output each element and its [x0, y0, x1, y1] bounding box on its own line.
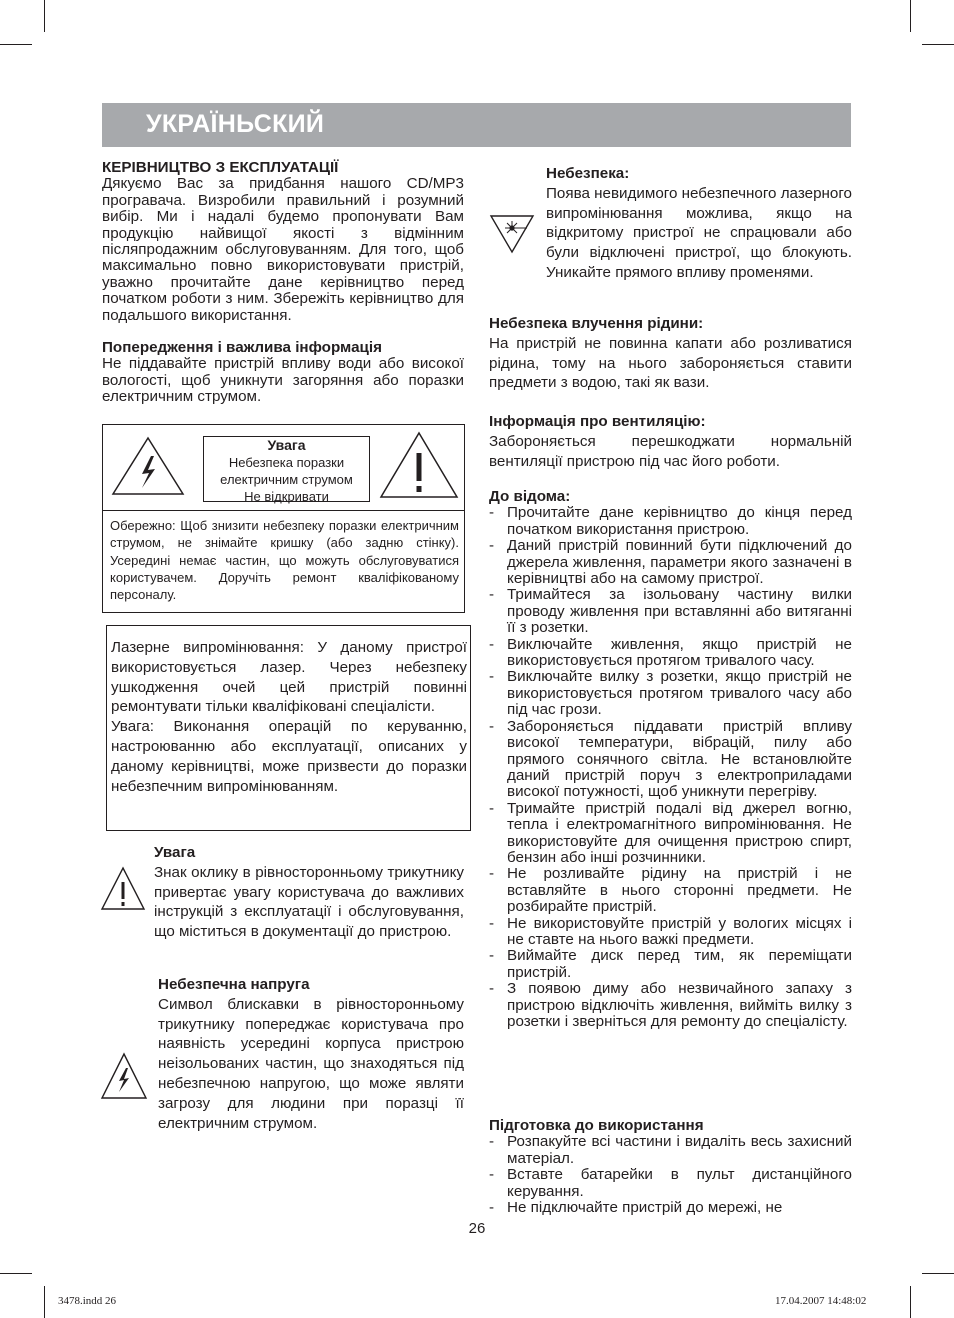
caution-line: Не відкривати — [244, 489, 329, 504]
crop-mark — [0, 44, 32, 45]
crop-mark — [922, 44, 954, 45]
exclamation-triangle-icon — [379, 431, 459, 499]
crop-mark — [910, 0, 911, 32]
liquid-title: Небезпека влучення рідини: — [489, 315, 704, 332]
crop-mark — [44, 0, 45, 32]
voltage-text: Символ блискавки в рівносторонньому трикутнику попереджає користувача про наявність усередині корпуса пристрою неізольованих частин, що знаходяться під небезпечною напругою, що може являти загрозу для людини при поразці її електричним струмом. — [158, 995, 464, 1132]
danger-section — [546, 164, 852, 283]
list-item: - Не підключайте пристрій до мережі, не — [489, 1200, 852, 1216]
caution-title: Увага — [267, 437, 306, 453]
page-number: 26 — [468, 1220, 486, 1237]
notice-section — [489, 489, 852, 1030]
list-item: - Тримайтеся за ізольовану частину вилки проводу живлення при вставлянні або витяганні її з розетки. — [489, 587, 852, 636]
caution-note: Обережно: Щоб знизити небезпеку поразки електричним струмом, не знімайте кришку (або задню стінку). Усередині немає частин, що можуть обслуговуватися користувачем. Доручіть ремонт кваліфікованому персоналу. — [110, 518, 459, 603]
laser-box — [106, 625, 471, 831]
divider — [103, 510, 464, 511]
warning-title: Попередження і важлива інформація — [102, 339, 382, 357]
list-item: - Не використовуйте пристрій у вологих місцях і не ставте на нього важкі предмети. — [489, 916, 852, 949]
caution-line: Небезпека поразки — [228, 455, 345, 470]
list-item: - Не розливайте рідину на пристрій і не вставляйте в нього сторонні предмети. Не розбирайте пристрій. — [489, 866, 852, 915]
list-item: - Виймайте диск перед тим, як переміщати пристрій. — [489, 948, 852, 981]
prep-section — [489, 1118, 852, 1216]
laser-warning: Увага: Виконання операцій по керуванню, настроюванню або експлуатації, описаних у даному керівництві, може призвести до поразки небезпечним випромінюванням. — [111, 718, 467, 795]
list-item: - Вставте батарейки в пульт дистанційного керування. — [489, 1167, 852, 1200]
ventilation-text: Забороняється перешкоджати нормальній вентиляції пристрою під час його роботи. — [489, 432, 852, 470]
liquid-text: На пристрій не повинна капати або розливатися рідина, тому на нього забороняється ставити предмети з водою, такі як вази. — [489, 334, 852, 392]
list-item: - Забороняється піддавати пристрій впливу високої температури, вібрацій, пилу або прямого сонячного світла. Не встановлюйте даний пристрій поруч з електроприладами високої потужності, щоб уникнути перегріву. — [489, 719, 852, 801]
lightning-triangle-icon — [100, 1052, 148, 1100]
crop-mark — [44, 1286, 45, 1318]
attention-section — [154, 843, 464, 942]
warning-paragraph: Не піддавайте пристрій впливу води або високої вологості, щоб уникнути загоряння або поразки електричним струмом. — [102, 355, 464, 406]
list-item: - Розпакуйте всі частини і видаліть весь захисний матеріал. — [489, 1134, 852, 1167]
voltage-title: Небезпечна напруга — [158, 976, 310, 993]
caution-box — [102, 424, 465, 613]
prep-title: Підготовка до використання — [489, 1117, 704, 1134]
footer-file: 3478.indd 26 — [58, 1295, 117, 1307]
attention-title: Увага — [154, 844, 196, 861]
voltage-section — [158, 975, 464, 1133]
manual-title: КЕРІВНИЦТВО З ЕКСПЛУАТАЦІЇ — [102, 159, 339, 176]
list-item: - Виключайте вилку з розетки, якщо пристрій не використовується протягом тривалого часу або під час грози. — [489, 669, 852, 718]
list-item: - Даний пристрій повинний бути підключений до джерела живлення, параметри якого зазначені в керівництві або на самому пристрої. — [489, 538, 852, 587]
crop-mark — [910, 1286, 911, 1318]
danger-title: Небезпека: — [546, 165, 630, 182]
liquid-section — [489, 314, 852, 393]
attention-text: Знак оклику в рівносторонньому трикутнику привертає увагу користувача до важливих інструкцій з експлуатації і обслуговування, що міститься в документації до пристрою. — [154, 863, 464, 941]
intro-paragraph: Дякуємо Вас за придбання нашого CD/MP3 програвача. Визробили правильний і розумний вибір. Ми і надалі будемо пропонувати Вам продукцію найвищої якості з відмінним післяпродажним обслуговуванням. Для того, щоб максимально повно використовувати пристрій, уважно прочитайте дане керівництво перед початком роботи з ним. Збережіть керівництво для подальшого використання. — [102, 175, 464, 324]
crop-mark — [922, 1273, 954, 1274]
footer-date: 17.04.2007 14:48:02 — [775, 1295, 867, 1307]
ventilation-title: Інформація про вентиляцію: — [489, 413, 706, 430]
language-header — [102, 103, 851, 147]
list-item: - Тримайте пристрій подалі від джерел вогню, тепла і електромагнітного випромінювання. Не використовуйте для очищення пристрою спирт, бензин або інші розчинники. — [489, 801, 852, 867]
laser-paragraph: Лазерне випромінювання: У даному пристрої використовується лазер. Через небезпеку ушкодження очей цей пристрій повинні ремонтувати тільки кваліфіковані спеціалісти. — [111, 639, 467, 716]
laser-radiation-icon — [489, 214, 535, 254]
crop-mark — [0, 1273, 32, 1274]
lightning-triangle-icon — [111, 436, 185, 496]
caution-label — [203, 436, 370, 502]
danger-text: Поява невидимого небезпечного лазерного випромінювання можлива, якщо на відкритому пристрої не спрацювали або були відключені пристрої, що блокують. Уникайте прямого впливу променями. — [546, 184, 853, 281]
exclamation-triangle-icon — [100, 866, 146, 912]
caution-line: електричним струмом — [220, 472, 353, 487]
language-title: УКРАЇНЬСКИЙ — [146, 110, 325, 138]
list-item: - Виключайте живлення, якщо пристрій не використовується протягом тривалого часу. — [489, 637, 852, 670]
list-item: - Прочитайте дане керівництво до кінця перед початком використання пристрою. — [489, 505, 852, 538]
list-item: - З появою диму або незвичайного запаху з пристрою відключіть живлення, вийміть вилку з розетки і зверніться для ремонту до спеціалісту. — [489, 981, 852, 1030]
notice-title: До відома: — [489, 488, 571, 505]
ventilation-section — [489, 412, 852, 471]
left-column — [102, 160, 464, 406]
